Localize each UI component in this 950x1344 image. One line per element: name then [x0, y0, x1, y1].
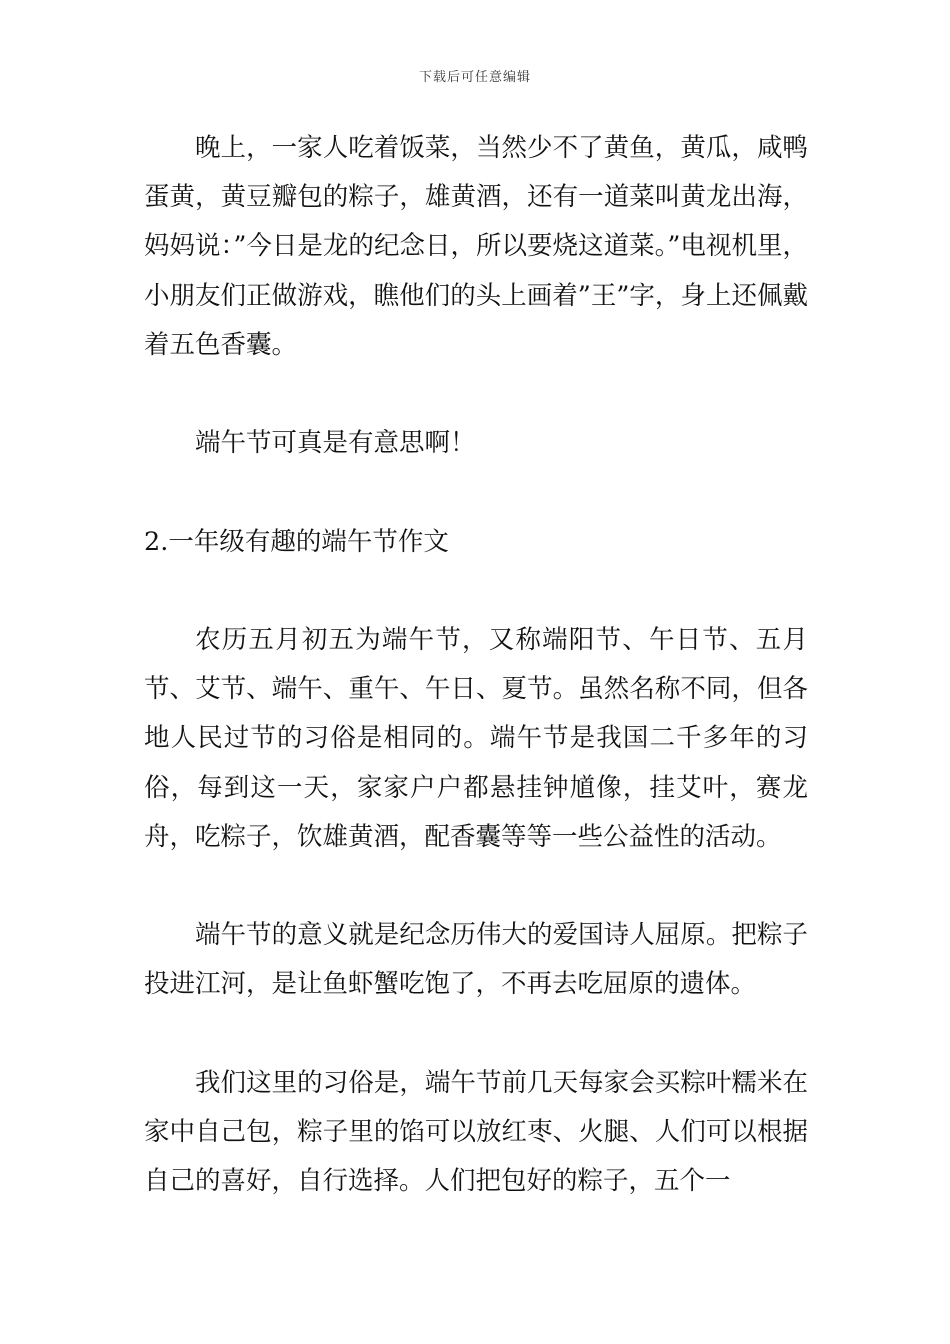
- paragraph-gap: [144, 370, 808, 419]
- paragraph-gap: [144, 468, 808, 517]
- paragraph-customs: 我们这里的习俗是，端午节前几天每家会买粽叶糯米在家中自己包，粽子里的馅可以放红枣、火腿、人们可以根据自己的喜好，自行选择。人们把包好的粽子，五个一: [144, 1067, 808, 1197]
- paragraph-dinner: 晚上，一家人吃着饭菜，当然少不了黄鱼，黄瓜，咸鸭蛋黄，黄豆瓣包的粽子，雄黄酒，还有一道菜叫黄龙出海，妈妈说：”今日是龙的纪念日，所以要烧这道菜。”电视机里，小朋友们正做游戏，瞧他们的头上画着”王”字，身上还佩戴着五色香囊。: [144, 133, 808, 360]
- paragraph-gap: [144, 1010, 808, 1059]
- document-body: [144, 124, 808, 1206]
- paragraph-names: 农历五月初五为端午节，又称端阳节、午日节、五月节、艾节、端午、重午、午日、夏节。虽然名称不同，但各地人民过节的习俗是相同的。端午节是我国二千多年的习俗，每到这一天，家家户户都悬挂钟馗像，挂艾叶，赛龙舟，吃粽子，饮雄黄酒，配香囊等等一些公益性的活动。: [144, 624, 808, 852]
- paragraph-gap: [144, 567, 808, 616]
- paragraph-gap: [144, 862, 808, 911]
- page-header: 下载后可任意编辑: [418, 70, 531, 85]
- paragraph-exclamation: 端午节可真是有意思啊！: [195, 428, 476, 459]
- paragraph-meaning: 端午节的意义就是纪念历伟大的爱国诗人屈原。把粽子投进江河，是让鱼虾蟹吃饱了，不再去吃屈原的遗体。: [144, 920, 808, 1000]
- section-heading: 2.一年级有趣的端午节作文: [144, 526, 449, 557]
